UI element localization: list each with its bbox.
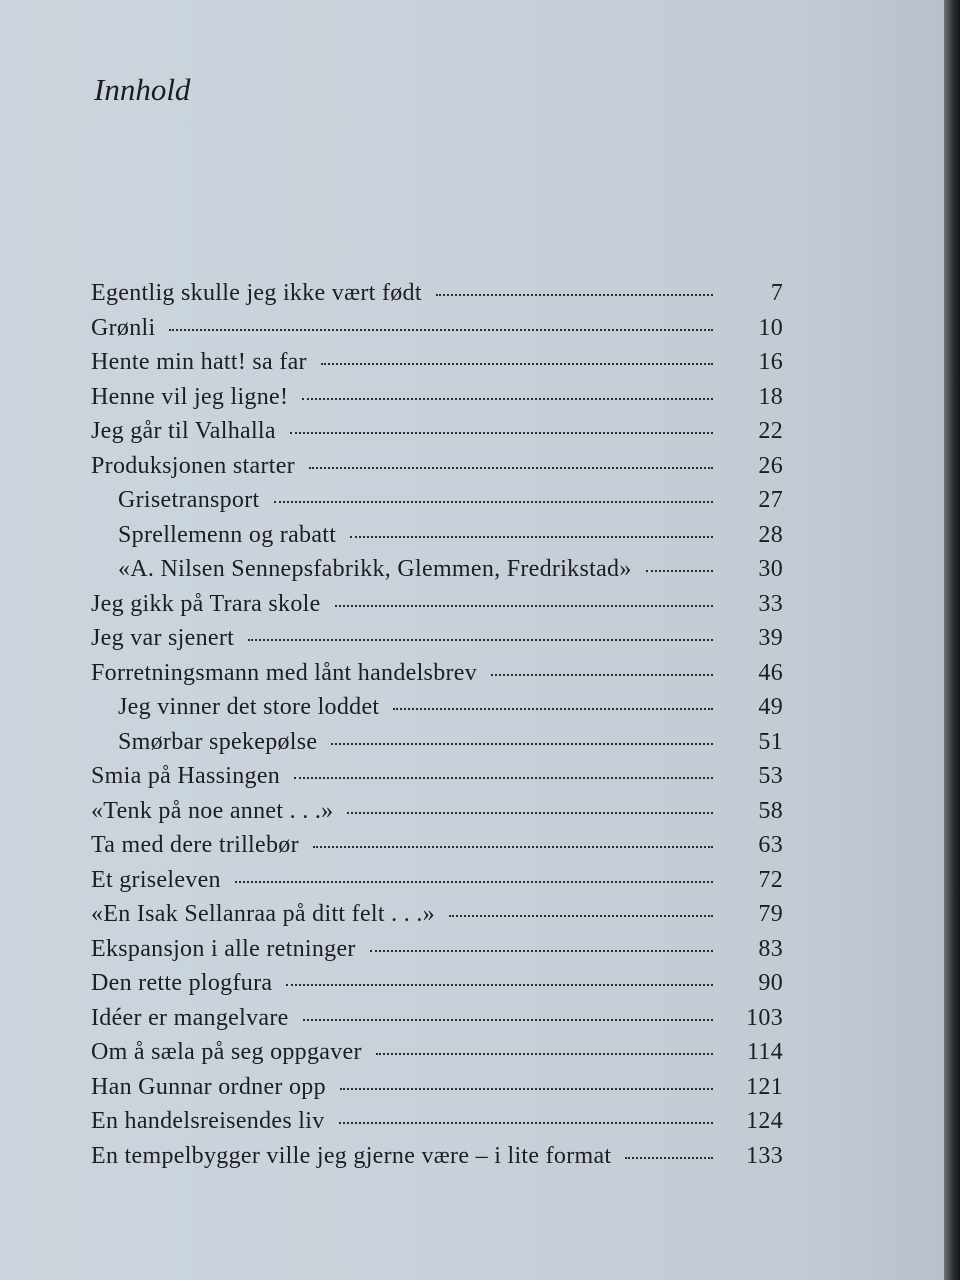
- toc-entry-title: «A. Nilsen Sennepsfabrikk, Glemmen, Fredrikstad»: [118, 556, 632, 582]
- toc-entry-title: Smørbar spekepølse: [118, 728, 318, 755]
- toc-entry-page: 46: [758, 659, 783, 686]
- toc-entry-title: «En Isak Sellanraa på ditt felt . . .»: [91, 901, 435, 927]
- toc-entry: [91, 901, 783, 936]
- toc-entry: [91, 970, 783, 1005]
- toc-entry: [91, 729, 783, 764]
- toc-entry: [91, 1074, 783, 1109]
- toc-entry-title: Jeg går til Valhalla: [91, 418, 276, 444]
- toc-entry: [91, 315, 783, 350]
- toc-entry-page: 22: [758, 418, 783, 444]
- toc-entry: [91, 798, 783, 833]
- dot-leader: [646, 570, 713, 572]
- toc-entry-page: 39: [758, 625, 783, 651]
- dot-leader: [370, 950, 713, 952]
- toc-entry-title: Om å sæla på seg oppgaver: [91, 1039, 362, 1065]
- toc-entry-page: 90: [758, 970, 783, 996]
- toc-entry: [91, 1005, 783, 1040]
- toc-entry-title: Sprellemenn og rabatt: [118, 521, 337, 548]
- toc-entry-title: «Tenk på noe annet . . .»: [91, 797, 334, 824]
- toc-entry-page: 27: [758, 487, 783, 513]
- toc-entry-page: 28: [758, 521, 783, 548]
- toc-entry-page: 79: [758, 901, 783, 927]
- toc-entry-page: 58: [758, 797, 783, 824]
- dot-leader: [169, 329, 713, 331]
- toc-entry-title: Et griseleven: [91, 866, 221, 893]
- page-title: Innhold: [94, 72, 191, 107]
- dot-leader: [294, 777, 713, 779]
- toc-entry: [91, 384, 783, 419]
- toc-entry-title: Grønli: [91, 314, 156, 341]
- toc-entry-title: Idéer er mangelvare: [91, 1004, 289, 1031]
- dot-leader: [309, 467, 713, 469]
- page-edge: [944, 0, 960, 1280]
- toc-entry-page: 26: [758, 452, 783, 479]
- toc-entry: [91, 280, 783, 315]
- toc-entry-page: 33: [758, 590, 783, 617]
- toc-entry-page: 49: [758, 694, 783, 720]
- dot-leader: [436, 294, 713, 296]
- toc-entry: [91, 487, 783, 522]
- dot-leader: [491, 674, 713, 676]
- dot-leader: [350, 536, 713, 538]
- dot-leader: [335, 605, 713, 607]
- toc-entry: [91, 453, 783, 488]
- table-of-contents: [91, 280, 783, 1177]
- toc-entry-page: 72: [758, 866, 783, 893]
- dot-leader: [393, 708, 713, 710]
- toc-entry-title: Grisetransport: [118, 487, 260, 513]
- toc-entry-title: En tempelbygger ville jeg gjerne være – i lite format: [91, 1142, 612, 1169]
- dot-leader: [339, 1122, 713, 1124]
- toc-entry-title: Ta med dere trillebør: [91, 832, 299, 858]
- toc-entry-page: 30: [758, 556, 783, 582]
- toc-entry-title: Forretningsmann med lånt handelsbrev: [91, 659, 478, 686]
- dot-leader: [286, 984, 713, 986]
- toc-entry-page: 133: [746, 1142, 783, 1169]
- toc-entry: [91, 418, 783, 453]
- toc-entry: [91, 936, 783, 971]
- toc-entry: [91, 694, 783, 729]
- toc-entry: [91, 522, 783, 557]
- toc-entry-title: Jeg var sjenert: [91, 625, 235, 651]
- dot-leader: [302, 398, 713, 400]
- dot-leader: [625, 1157, 713, 1159]
- toc-entry: [91, 1108, 783, 1143]
- dot-leader: [290, 432, 713, 434]
- toc-entry-title: Ekspansjon i alle retninger: [91, 935, 356, 962]
- dot-leader: [313, 846, 713, 848]
- toc-entry-page: 63: [758, 832, 783, 858]
- toc-entry-title: Produksjonen starter: [91, 452, 295, 479]
- toc-entry-title: Hente min hatt! sa far: [91, 349, 307, 375]
- toc-entry: [91, 556, 783, 591]
- toc-entry-page: 83: [758, 935, 783, 962]
- toc-entry-page: 103: [746, 1004, 783, 1031]
- toc-entry-title: En handelsreisendes liv: [91, 1108, 325, 1134]
- toc-entry-title: Egentlig skulle jeg ikke vært født: [91, 280, 422, 306]
- toc-entry-title: Den rette plogfura: [91, 970, 273, 996]
- toc-entry-title: Jeg gikk på Trara skole: [91, 590, 321, 617]
- toc-entry-page: 124: [746, 1108, 783, 1134]
- toc-entry-page: 16: [758, 349, 783, 375]
- dot-leader: [449, 915, 713, 917]
- toc-entry-page: 18: [758, 383, 783, 410]
- dot-leader: [248, 639, 713, 641]
- toc-entry: [91, 349, 783, 384]
- toc-entry: [91, 625, 783, 660]
- toc-entry: [91, 591, 783, 626]
- toc-entry: [91, 763, 783, 798]
- dot-leader: [376, 1053, 713, 1055]
- toc-entry: [91, 660, 783, 695]
- dot-leader: [274, 501, 714, 503]
- toc-entry-page: 10: [758, 314, 783, 341]
- toc-entry: [91, 1143, 783, 1178]
- toc-entry-title: Han Gunnar ordner opp: [91, 1073, 326, 1100]
- toc-entry: [91, 867, 783, 902]
- dot-leader: [331, 743, 713, 745]
- toc-entry-page: 114: [746, 1039, 783, 1065]
- toc-entry-title: Smia på Hassingen: [91, 763, 281, 789]
- toc-entry-title: Jeg vinner det store loddet: [118, 694, 380, 720]
- dot-leader: [340, 1088, 713, 1090]
- toc-entry-page: 7: [770, 280, 783, 306]
- dot-leader: [321, 363, 713, 365]
- toc-entry-page: 53: [758, 763, 783, 789]
- dot-leader: [347, 812, 713, 814]
- toc-entry-title: Henne vil jeg ligne!: [91, 383, 289, 410]
- toc-entry: [91, 832, 783, 867]
- dot-leader: [235, 881, 713, 883]
- toc-entry: [91, 1039, 783, 1074]
- dot-leader: [303, 1019, 713, 1021]
- toc-entry-page: 121: [746, 1073, 783, 1100]
- toc-entry-page: 51: [758, 728, 783, 755]
